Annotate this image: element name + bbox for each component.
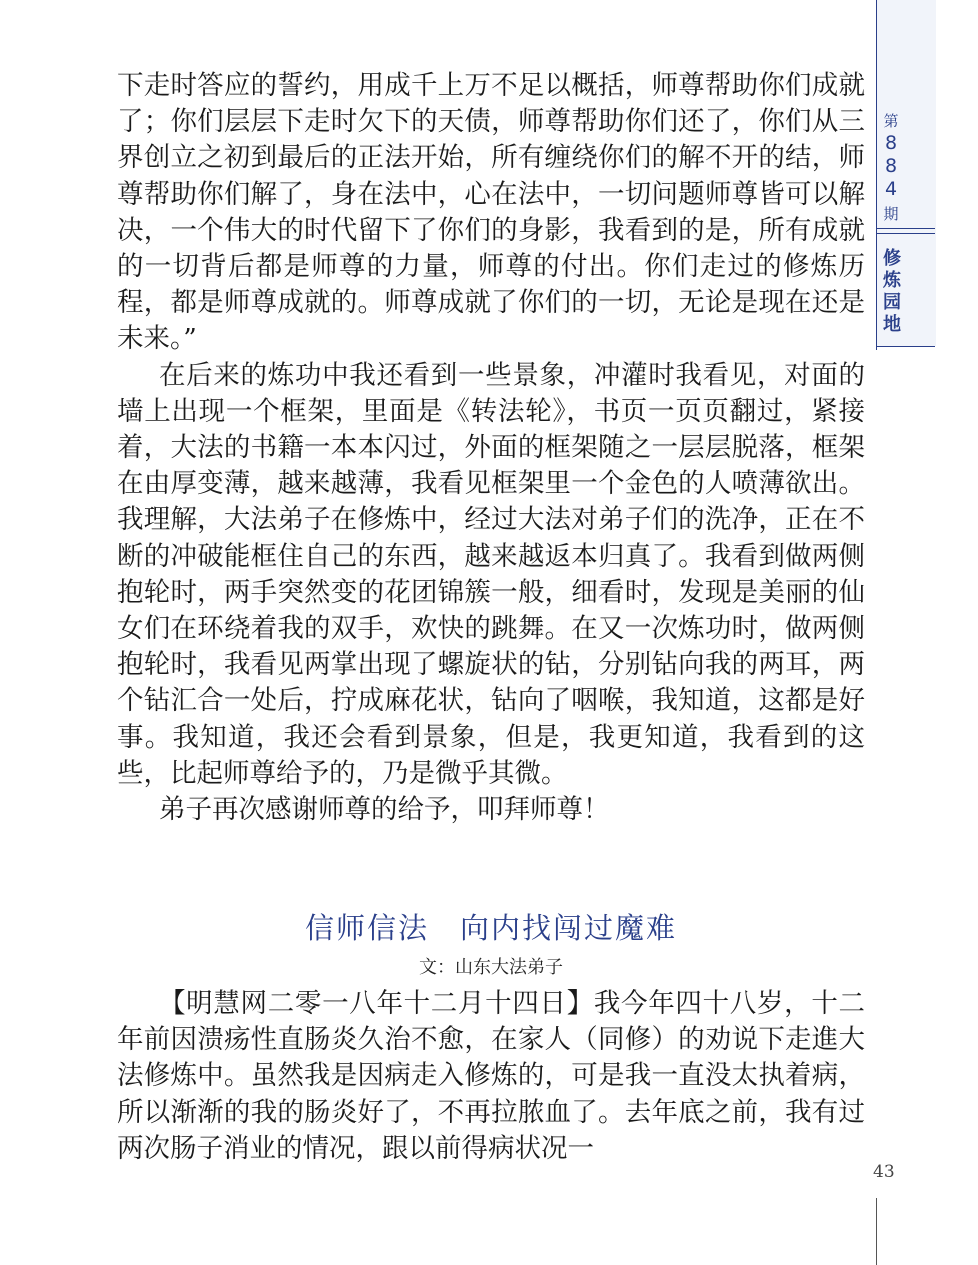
body-paragraph: 【明慧网二零一八年十二月十四日】我今年四十八岁，十二年前因溃疡性直肠炎久治不愈，在家人（同修）的劝说下走進大法修炼中。虽然我是因病走入修炼的，可是我一直没太执着病，所以渐渐的我的肠炎好了，不再拉脓血了。去年底之前，我有过两次肠子消业的情况，跟以前得病状况一 — [117, 988, 865, 1164]
body-paragraph: 在后来的炼功中我还看到一些景象，冲灌时我看见，对面的墙上出现一个框架，里面是《转法轮》，书页一页页翻过，紧接着，大法的书籍一本本闪过，外面的框架随之一层层脱落，框架在由厚变薄，越来越薄，我看见框架里一个金色的人喷薄欲出。我理解，大法弟子在修炼中，经过大法对弟子们的洗净，正在不断的冲破能框住自己的东西，越来越返本归真了。我看到做两侧抱轮时，两手突然变的花团锦簇一般，细看时，发现是美丽的仙女们在环绕着我的双手，欢快的跳舞。在又一次炼功时，做两侧抱轮时，我看见两掌出现了螺旋状的钻，分别钻向我的两耳，两个钻汇合一处后，拧成麻花状，钻向了咽喉，我知道，这都是好事。我知道，我还会看到景象，但是，我更知道，我看到的这些，比起师尊给予的，乃是微乎其微。 — [117, 359, 865, 789]
section-char: 园 — [883, 292, 901, 313]
sidebar-divider — [877, 346, 935, 347]
issue-prefix: 第 — [883, 112, 899, 130]
issue-suffix: 期 — [883, 205, 899, 223]
section-label — [880, 248, 904, 336]
section-char: 修 — [883, 248, 901, 269]
body-paragraph: 弟子再次感谢师尊的给予，叩拜师尊！ — [159, 794, 610, 826]
section-char: 炼 — [883, 270, 901, 291]
section-char: 地 — [883, 314, 901, 335]
article-body — [117, 986, 865, 1167]
article-continued — [117, 68, 865, 828]
article-title: 信师信法 向内找闯过魔难 — [304, 911, 677, 945]
sidebar-divider — [877, 233, 935, 234]
sidebar-divider — [877, 228, 935, 229]
body-paragraph: 下走时答应的誓约，用成千上万不足以概括，师尊帮助你们成就了；你们层层下走时欠下的天债，师尊帮助你们还了，你们从三界创立之初到最后的正法开始，所有缠绕你们的解不开的结，师尊帮助你们解了，身在法中，心在法中，一切问题师尊皆可以解决，一个伟大的时代留下了你们的身影，我看到的是，所有成就的一切背后都是师尊的力量，师尊的付出。你们走过的修炼历程，都是师尊成就的。师尊成就了你们的一切，无论是现在还是未来。” — [117, 70, 865, 355]
page-number: 43 — [873, 1162, 895, 1182]
issue-digit: 8 — [884, 155, 898, 177]
footer-rule — [876, 1198, 877, 1265]
issue-digit: 4 — [884, 178, 898, 200]
issue-digit: 8 — [884, 132, 898, 154]
article-byline: 文：山东大法弟子 — [419, 957, 563, 978]
